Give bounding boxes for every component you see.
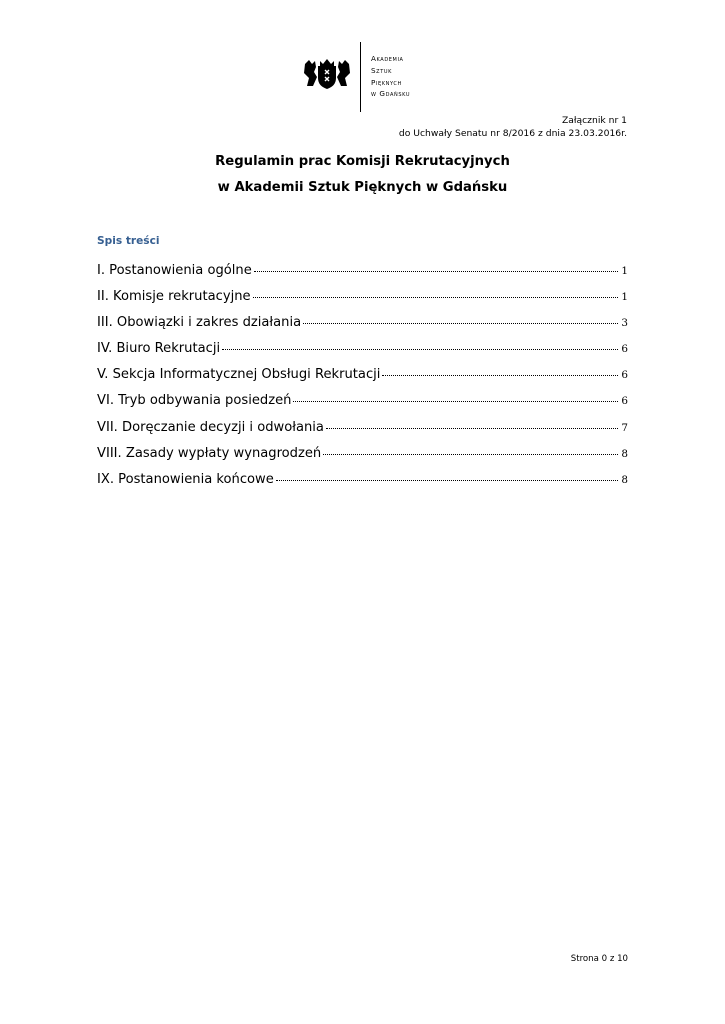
page-number-footer: Strona 0 z 10 [570, 954, 628, 964]
toc-entry-page[interactable]: 8 [621, 473, 628, 486]
toc-entry-label[interactable]: I. Postanowienia ogólne [97, 263, 252, 278]
toc-leader-dots [303, 322, 618, 324]
toc-entry[interactable] [97, 289, 628, 315]
toc-leader-dots [253, 296, 618, 298]
toc-leader-dots [382, 374, 618, 376]
toc-entry-page[interactable]: 6 [621, 343, 628, 356]
toc-entry-page[interactable]: 8 [621, 447, 628, 460]
title-line: Regulamin prac Komisji Rekrutacyjnych [215, 154, 510, 169]
toc-leader-dots [293, 400, 618, 402]
toc-entry[interactable] [97, 472, 628, 498]
toc-entry-page[interactable]: 3 [621, 317, 628, 330]
logo-line: Akademia [371, 54, 404, 63]
toc-entry-page[interactable]: 6 [621, 369, 628, 382]
toc-entry[interactable] [97, 367, 628, 393]
toc-entry-label[interactable]: IV. Biuro Rekrutacji [97, 341, 221, 357]
toc-entry[interactable] [97, 393, 628, 419]
toc-entry-label[interactable]: VII. Doręczanie decyzji i odwołania [97, 419, 324, 435]
toc-entry-page[interactable]: 7 [621, 421, 628, 434]
toc-entry[interactable] [97, 263, 628, 289]
toc-entry-label[interactable]: II. Komisje rekrutacyjne [97, 289, 251, 305]
logo-line: w Gdańsku [371, 89, 411, 99]
toc-heading: Spis treści [97, 235, 160, 247]
table-of-contents [97, 263, 628, 498]
toc-entry[interactable] [97, 446, 628, 472]
toc-entry-label[interactable]: III. Obowiązki i zakres działania [97, 315, 302, 331]
toc-entry-label[interactable]: VI. Tryb odbywania posiedzeń [97, 393, 292, 409]
logo-line: Sztuk [371, 65, 392, 75]
toc-entry-label[interactable]: V. Sekcja Informatycznej Obsługi Rekrutacji [97, 367, 381, 383]
toc-leader-dots [326, 427, 618, 429]
toc-entry-label[interactable]: VIII. Zasady wypłaty wynagrodzeń [97, 445, 322, 461]
toc-leader-dots [276, 479, 618, 481]
university-logo [303, 42, 443, 112]
annex-line: Załącznik nr 1 [561, 115, 627, 126]
toc-leader-dots [323, 453, 618, 455]
toc-leader-dots [254, 270, 618, 272]
toc-entry[interactable] [97, 341, 628, 367]
annex-line: do Uchwały Senatu nr 8/2016 z dnia 23.03.2016r. [398, 128, 627, 140]
toc-leader-dots [222, 348, 618, 350]
toc-entry-page[interactable]: 1 [621, 265, 628, 277]
document-title [0, 149, 725, 201]
toc-entry-page[interactable]: 1 [621, 291, 628, 304]
logo-divider [360, 42, 361, 112]
crest-icon [303, 58, 351, 90]
logo-line: Pięknych [371, 77, 402, 87]
annex-note [399, 114, 627, 140]
toc-entry[interactable] [97, 315, 628, 341]
logo-wordmark [371, 53, 410, 100]
toc-entry-page[interactable]: 6 [621, 395, 628, 408]
toc-entry[interactable] [97, 420, 628, 446]
toc-entry-label[interactable]: IX. Postanowienia końcowe [97, 471, 274, 487]
title-line: w Akademii Sztuk Pięknych w Gdańsku [217, 180, 508, 195]
